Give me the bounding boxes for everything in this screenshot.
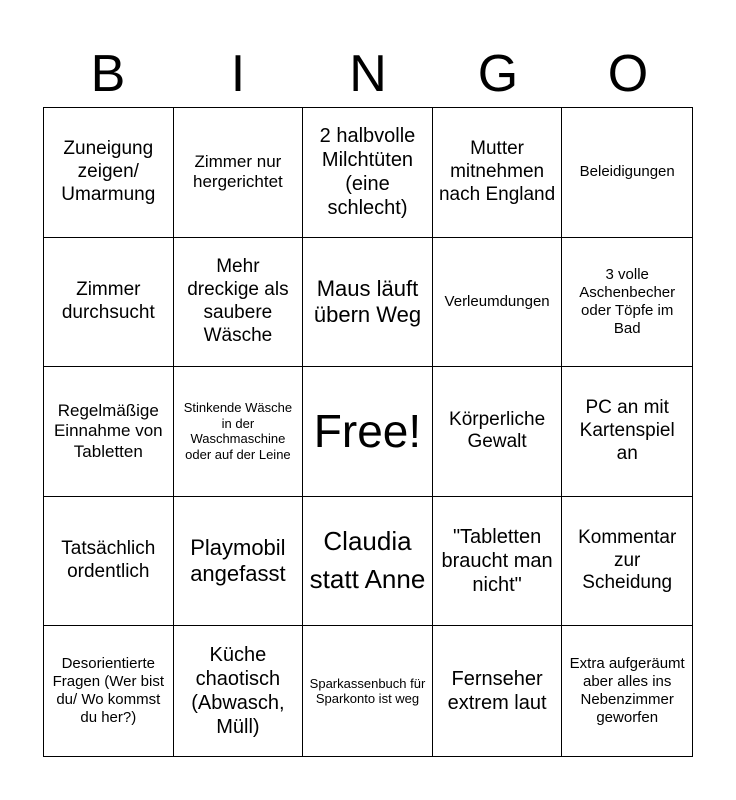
- bingo-cell[interactable]: Zuneigung zeigen/ Umarmung: [44, 108, 174, 238]
- bingo-cell[interactable]: Kommentar zur Scheidung: [562, 497, 692, 627]
- bingo-cell[interactable]: Beleidigungen: [562, 108, 692, 238]
- bingo-cell[interactable]: Mehr dreckige als saubere Wäsche: [174, 238, 304, 368]
- header-letter-i: I: [230, 45, 246, 103]
- bingo-cell[interactable]: 2 halbvolle Milchtüten (eine schlecht): [303, 108, 433, 238]
- bingo-header: [43, 40, 693, 108]
- bingo-cell[interactable]: Fernseher extrem laut: [433, 626, 563, 756]
- bingo-cell[interactable]: Tatsächlich ordentlich: [44, 497, 174, 627]
- bingo-cell[interactable]: 3 volle Aschenbecher oder Töpfe im Bad: [562, 238, 692, 368]
- bingo-cell[interactable]: Stinkende Wäsche in der Waschmaschine oder auf der Leine: [174, 367, 304, 497]
- header-letter-o: O: [607, 45, 649, 103]
- bingo-cell[interactable]: Playmobil angefasst: [174, 497, 304, 627]
- bingo-cell[interactable]: "Tabletten braucht man nicht": [433, 497, 563, 627]
- bingo-cell[interactable]: Zimmer durchsucht: [44, 238, 174, 368]
- bingo-cell[interactable]: Mutter mitnehmen nach England: [433, 108, 563, 238]
- bingo-cell[interactable]: Maus läuft übern Weg: [303, 238, 433, 368]
- bingo-cell[interactable]: Küche chaotisch (Abwasch, Müll): [174, 626, 304, 756]
- bingo-cell[interactable]: Desorientierte Fragen (Wer bist du/ Wo kommst du her?): [44, 626, 174, 756]
- bingo-cell[interactable]: Extra aufgeräumt aber alles ins Nebenzimmer geworfen: [569, 655, 685, 727]
- header-letter-b: B: [90, 45, 126, 103]
- bingo-cell[interactable]: PC an mit Kartenspiel an: [562, 367, 692, 497]
- bingo-cell[interactable]: Verleumdungen: [433, 238, 563, 368]
- bingo-board: [43, 107, 693, 757]
- bingo-cell[interactable]: Körperliche Gewalt: [433, 367, 563, 497]
- bingo-cell[interactable]: Claudia statt Anne: [303, 497, 433, 627]
- free-cell[interactable]: Free!: [303, 367, 433, 497]
- header-letter-g: G: [477, 45, 519, 103]
- bingo-cell[interactable]: Sparkassenbuch für Sparkonto ist weg: [303, 626, 433, 756]
- bingo-cell[interactable]: Regelmäßige Einnahme von Tabletten: [44, 367, 174, 497]
- bingo-cell[interactable]: Zimmer nur hergerichtet: [174, 108, 304, 238]
- header-letter-n: N: [349, 45, 387, 103]
